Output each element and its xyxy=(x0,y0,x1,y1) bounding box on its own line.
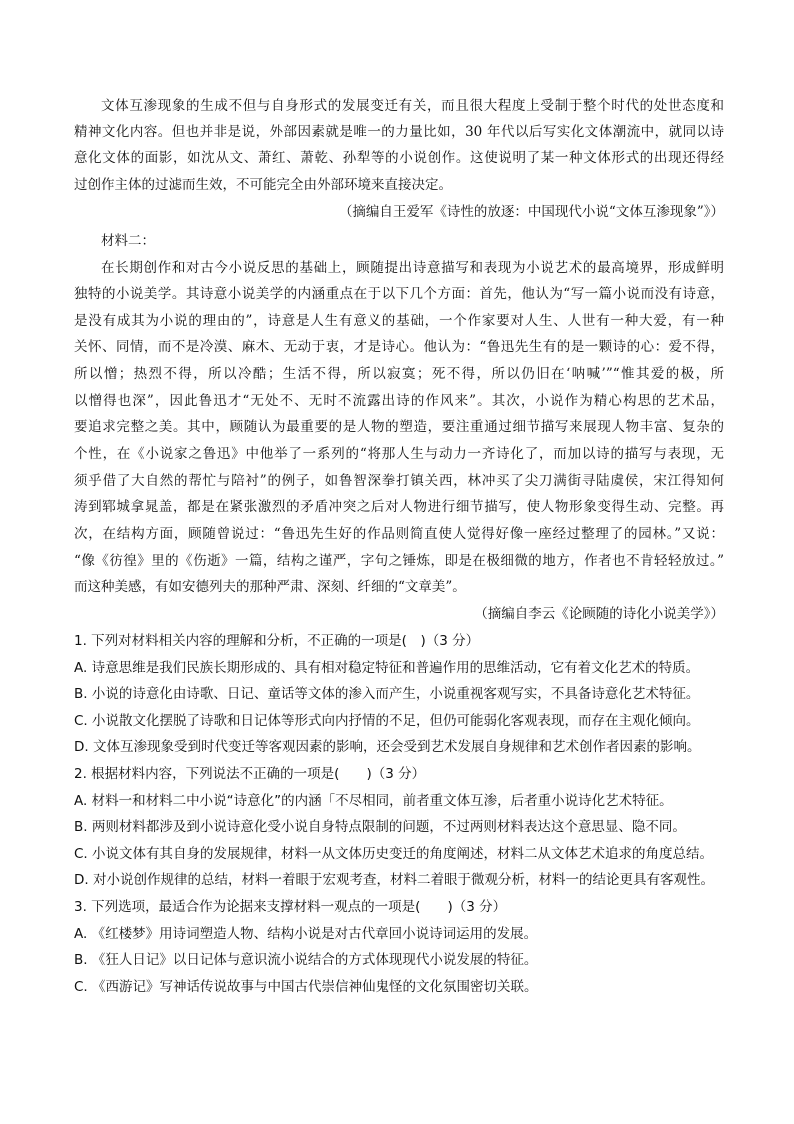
option-c: C. 小说散文化摆脱了诗歌和日记体等形式向内抒情的不足，但仍可能弱化客观表现，而存在主观化倾向。 xyxy=(74,713,700,729)
option-d: D. 文体互渗现象受到时代变迁等客观因素的影响，还会受到艺术发展自身规律和艺术创作者因素的影响。 xyxy=(74,739,701,755)
paragraph-line: 次，在结构方面，顾随曾说过：“鲁迅先生好的作品则简直使人觉得好像一座经过整理了的园林。”又说： xyxy=(74,526,724,542)
paragraph-line: 关怀、同情，而不是冷漠、麻木、无动于衷，才是诗心。他认为：“鲁迅先生有的是一颗诗的心：爱不得， xyxy=(74,339,724,355)
option-a: A. 诗意思维是我们民族长期形成的、具有相对稳定特征和普遍作用的思维活动，它有着文化艺术的特质。 xyxy=(74,660,700,676)
question-stem: 3. 下列选项，最适合作为论据来支撑材料一观点的一项是( )（3 分） xyxy=(74,899,507,915)
source-citation: （摘编自李云《论顾随的诗化小说美学》） xyxy=(474,606,724,622)
question-stem: 2. 根据材料内容，下列说法不正确的一项是( )（3 分） xyxy=(74,766,426,782)
option-a: A. 《红楼梦》用诗词塑造人物、结构小说是对古代章回小说诗词运用的发展。 xyxy=(74,926,538,942)
paragraph-line: 独特的小说美学。其诗意小说美学的内涵重点在于以下几个方面：首先，他认为“写一篇小说而没有诗意， xyxy=(74,286,724,302)
paragraph-line: 是没有成其为小说的理由的”，诗意是人生有意义的基础，一个作家要对人生、人世有一种大爱，有一种 xyxy=(74,313,724,329)
option-c: C. 《西游记》写神话传说故事与中国古代崇信神仙鬼怪的文化氛围密切关联。 xyxy=(74,979,538,995)
paragraph-line: 须乎借了大自然的帮忙与陪衬”的例子，如鲁智深拳打镇关西，林冲买了尖刀满街寻陆虞侯，宋江得知何 xyxy=(74,473,724,489)
paragraph-line: 过创作主体的过滤而生效，不可能完全由外部环境来直接决定。 xyxy=(74,177,452,193)
paragraph-line: 涛到郓城拿晁盖，都是在紧张激烈的矛盾冲突之后对人物进行细节描写，使人物形象变得生动、完整。再 xyxy=(74,499,724,515)
paragraph-line: 意化文体的面影，如沈从文、萧红、萧乾、孙犁等的小说创作。这使说明了某一种文体形式的出现还得经 xyxy=(74,150,724,166)
paragraph-line: 要追求完整之美。其中，顾随认为最重要的是人物的塑造，要注重通过细节描写来展现人物丰富、复杂的 xyxy=(74,419,724,435)
paragraph-line: “像《彷徨》里的《伤逝》一篇，结构之谨严，字句之锤炼，即是在极细微的地方，作者也不肯轻轻放过。” xyxy=(74,553,724,569)
option-b: B. 小说的诗意化由诗歌、日记、童话等文体的渗入而产生，小说重视客观写实，不具备诗意化艺术特征。 xyxy=(74,686,700,702)
option-c: C. 小说文体有其自身的发展规律，材料一从文体历史变迁的角度阐述，材料二从文体艺术追求的角度总结。 xyxy=(74,846,714,862)
section-heading: 材料二： xyxy=(101,233,155,249)
paragraph-line: 精神文化内容。但也并非是说，外部因素就是唯一的力量比如，30 年代以后写实化文体潮流中，就同以诗 xyxy=(74,124,724,140)
option-b: B. 两则材料都涉及到小说诗意化受小说自身特点限制的问题，不过两则材料表达这个意思显、隐不同。 xyxy=(74,819,686,835)
option-a: A. 材料一和材料二中小说“诗意化”的内涵「不尽相同，前者重文体互渗，后者重小说诗化艺术特征。 xyxy=(74,793,673,809)
paragraph-line: 在长期创作和对古今小说反思的基础上，顾随提出诗意描写和表现为小说艺术的最高境界，形成鲜明 xyxy=(101,260,724,276)
paragraph-line: 文体互渗现象的生成不但与自身形式的发展变迁有关，而且很大程度上受制于整个时代的处世态度和 xyxy=(101,98,724,114)
paragraph-line: 以憎得也深”，因此鲁迅才“无处不、无时不流露出诗的作风来”。其次，小说作为精心构思的艺术品， xyxy=(74,393,724,409)
question-stem: 1. 下列对材料相关内容的理解和分析，不正确的一项是( )（3 分） xyxy=(74,633,480,649)
paragraph-line: 而这种美感，有如安德列夫的那种严肃、深刻、纤细的“文章美”。 xyxy=(74,579,466,595)
option-b: B. 《狂人日记》以日记体与意识流小说结合的方式体现现代小说发展的特征。 xyxy=(74,952,538,968)
paragraph-line: 个性，在《小说家之鲁迅》中他举了一系列的“将那人生与动力一齐诗化了，而加以诗的描写与表现，无 xyxy=(74,446,724,462)
paragraph-line: 所以憎；热烈不得，所以冷酷；生活不得，所以寂寞；死不得，所以仍旧在‘呐喊’”“惟其爱的极，所 xyxy=(74,366,724,382)
source-citation: （摘编自王爱军《诗性的放逐：中国现代小说“文体互渗现象”》） xyxy=(338,204,724,220)
option-d: D. 对小说创作规律的总结，材料一着眼于宏观考查，材料二着眼于微观分析，材料一的结论更具有客观性。 xyxy=(74,872,714,888)
